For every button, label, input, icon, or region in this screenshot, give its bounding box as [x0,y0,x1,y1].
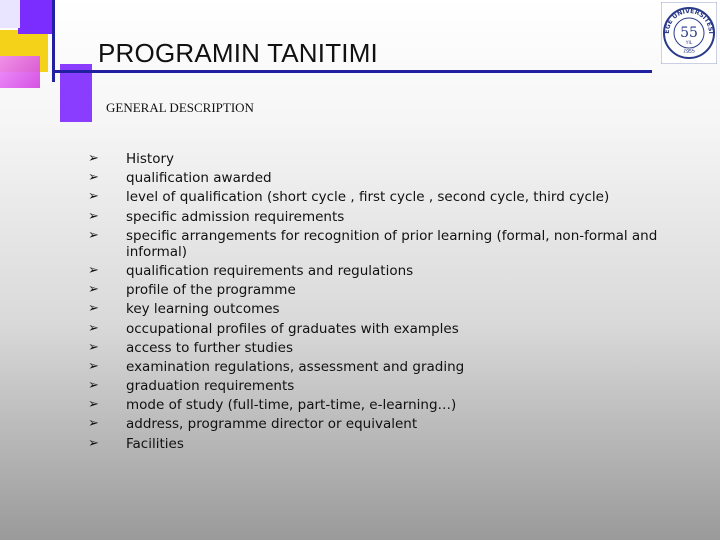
arrow-bullet-icon: ➢ [88,435,99,451]
list-item-text: key learning outcomes [126,301,280,318]
logo-bottom-text: 1955 [682,48,696,56]
deco-square-purple [18,0,54,34]
list-item [88,282,698,298]
arrow-bullet-icon: ➢ [88,151,99,166]
list-item [88,359,698,375]
list-item [88,301,698,317]
arrow-bullet-icon: ➢ [88,339,99,355]
deco-square-light [0,0,20,28]
list-item [88,378,698,394]
list-item-text: mode of study (full-time, part-time, e-learning…) [126,397,457,414]
arrow-bullet-icon: ➢ [88,282,99,298]
header-horizontal-rule [52,70,652,73]
description-list [88,151,698,455]
arrow-bullet-icon: ➢ [88,262,99,278]
list-item [88,189,698,205]
list-item-text: occupational profiles of graduates with examples [126,320,459,337]
logo-roman: YIL [685,41,693,46]
list-item-text: access to further studies [126,339,294,356]
arrow-bullet-icon: ➢ [88,416,99,432]
arrow-bullet-icon: ➢ [88,301,99,317]
list-item [88,397,698,413]
arrow-bullet-icon: ➢ [88,397,99,413]
list-item-text: specific admission requirements [126,208,345,225]
logo-top-text: EGE ÜNİVERSİTESİ [663,7,715,35]
arrow-bullet-icon: ➢ [88,227,99,243]
list-item [88,263,698,279]
list-item-text: Facilities [126,435,184,452]
list-item [88,151,698,167]
logo-number: 55 [680,25,698,41]
arrow-bullet-icon: ➢ [88,378,99,394]
list-item [88,436,698,452]
list-item-text: History [126,151,175,167]
arrow-bullet-icon: ➢ [88,358,99,374]
list-item-text: profile of the programme [126,282,296,299]
list-item-text: qualification requirements and regulations [126,262,414,279]
list-item-text: address, programme director or equivalent [126,416,418,433]
list-item-text: examination regulations, assessment and grading [126,358,465,375]
list-item [88,209,698,225]
deco-square-magenta [0,56,40,88]
university-logo [661,2,717,64]
list-item [88,170,698,186]
list-item [88,321,698,337]
list-item [88,416,698,432]
list-item [88,340,698,356]
list-item-text: graduation requirements [126,378,295,395]
arrow-bullet-icon: ➢ [88,170,99,186]
slide-subtitle: GENERAL DESCRIPTION [106,100,254,115]
arrow-bullet-icon: ➢ [88,320,99,336]
arrow-bullet-icon: ➢ [88,208,99,224]
list-item [88,228,698,260]
arrow-bullet-icon: ➢ [88,189,99,205]
list-item-text: specific arrangements for recognition of prior learning (formal, non-formal and informal) [126,227,658,260]
slide-title: PROGRAMIN TANITIMI [98,38,378,68]
list-item-text: level of qualification (short cycle , first cycle , second cycle, third cycle) [126,189,610,206]
list-item-text: qualification awarded [126,170,272,187]
